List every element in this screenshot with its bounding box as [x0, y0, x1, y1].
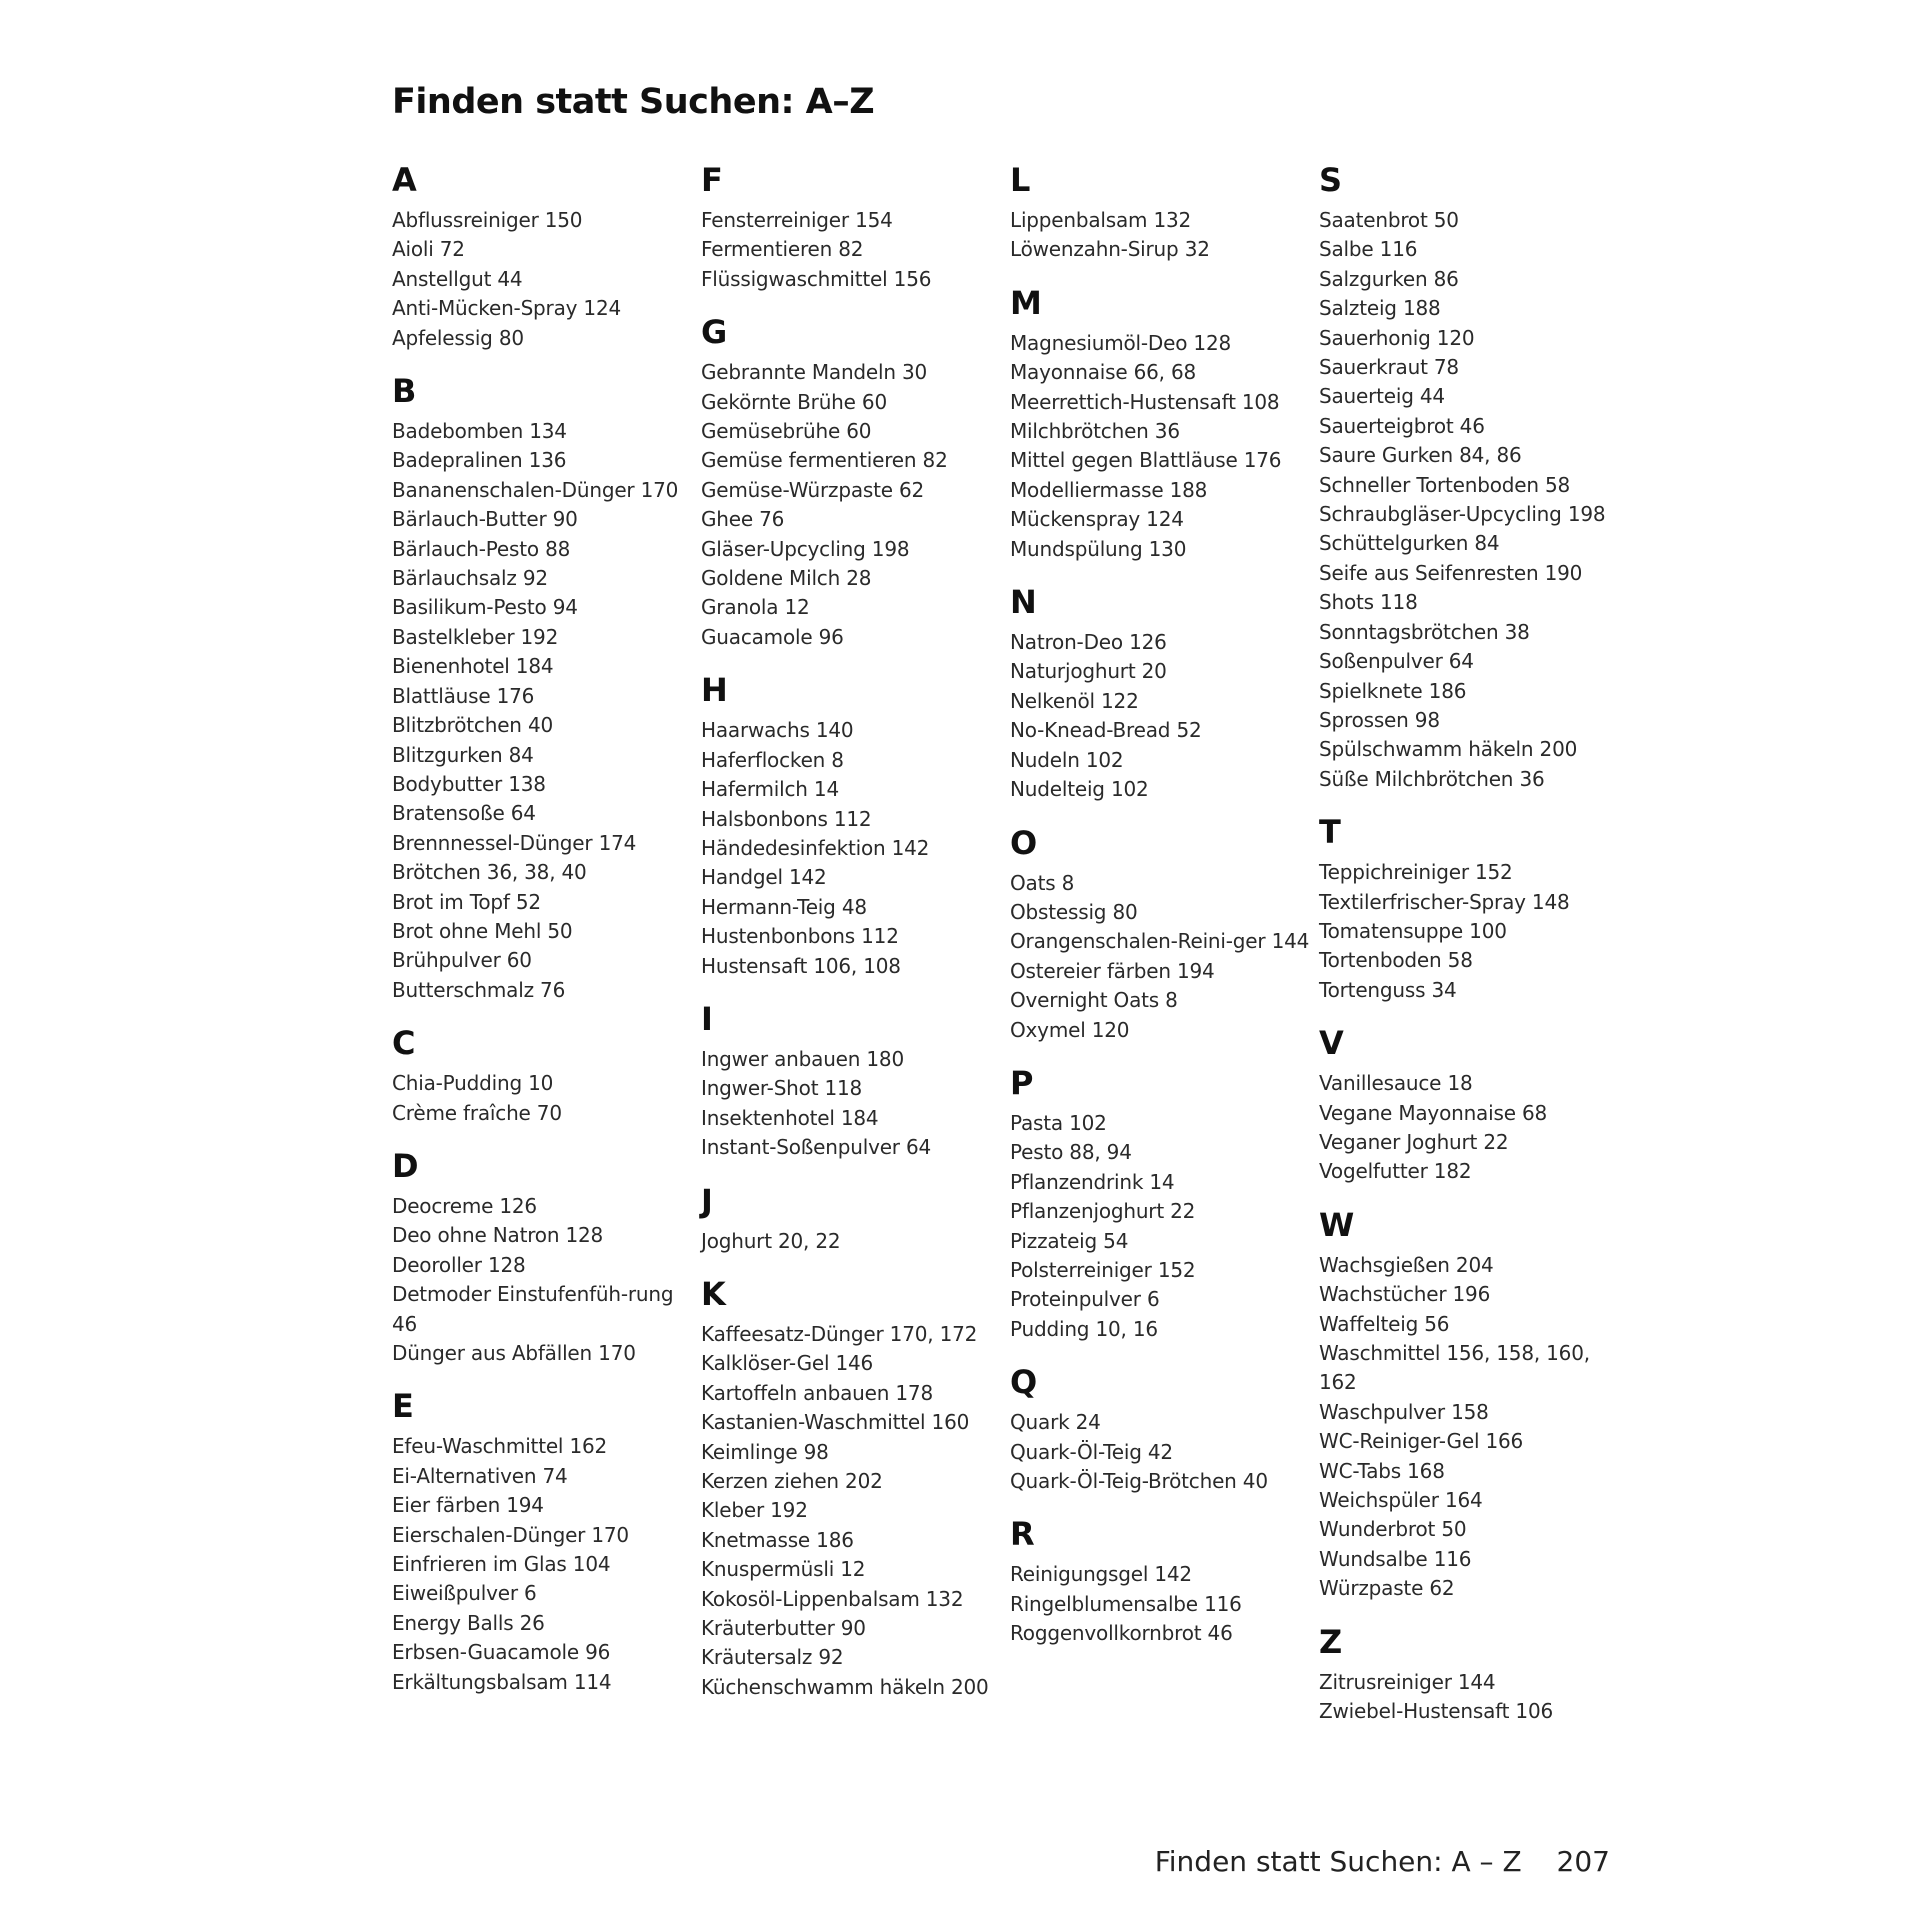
index-section-t — [1319, 812, 1619, 1005]
index-entry: Apfelessig 80 — [392, 325, 524, 350]
index-entry: Pasta 102 — [1010, 1110, 1107, 1135]
index-entry: Ei-Alternativen 74 — [392, 1463, 568, 1488]
section-letter: P — [1010, 1063, 1034, 1102]
index-entry: Pizzateig 54 — [1010, 1228, 1129, 1253]
index-entry: Halsbonbons 112 — [701, 806, 872, 831]
index-column — [392, 160, 692, 1715]
page-title: Finden statt Suchen: A–Z — [392, 82, 875, 122]
index-entry: Brennnessel-Dünger 174 — [392, 830, 637, 855]
index-entry: Eiweißpulver 6 — [392, 1581, 537, 1606]
entry-list — [1010, 1408, 1310, 1496]
index-entry: Seife aus Seifenresten 190 — [1319, 560, 1583, 585]
index-section-v — [1319, 1023, 1619, 1187]
index-entry: Spülschwamm häkeln 200 — [1319, 737, 1578, 762]
index-entry: Brot ohne Mehl 50 — [392, 918, 573, 943]
index-entry: Goldene Milch 28 — [701, 566, 872, 591]
section-letter: F — [701, 161, 723, 199]
index-entry: Löwenzahn-Sirup 32 — [1010, 237, 1210, 262]
index-entry: Zwiebel-Hustensaft 106 — [1319, 1699, 1553, 1724]
index-entry: Meerrettich-Hustensaft 108 — [1010, 389, 1280, 414]
index-entry: Sonntagsbrötchen 38 — [1319, 619, 1530, 644]
index-section-a — [392, 160, 692, 353]
index-entry: Vanillesauce 18 — [1319, 1071, 1473, 1096]
index-entry: Waffelteig 56 — [1319, 1311, 1450, 1336]
index-entry: Saure Gurken 84, 86 — [1319, 443, 1522, 468]
index-section-s — [1319, 160, 1619, 794]
index-entry: Chia-Pudding 10 — [392, 1071, 554, 1096]
index-entry: Bodybutter 138 — [392, 771, 546, 796]
index-section-p — [1010, 1063, 1310, 1344]
index-entry: Kastanien-Waschmittel 160 — [701, 1410, 970, 1435]
index-entry: No-Knead-Bread 52 — [1010, 718, 1202, 743]
entry-list — [1010, 329, 1310, 564]
index-entry: Pesto 88, 94 — [1010, 1140, 1132, 1165]
index-entry: Händedesinfektion 142 — [701, 835, 930, 860]
index-entry: Anstellgut 44 — [392, 266, 523, 291]
index-entry: Oxymel 120 — [1010, 1017, 1130, 1042]
section-letter: Q — [1010, 1363, 1038, 1402]
index-entry: Blattläuse 176 — [392, 683, 535, 708]
index-entry: Bärlauch-Butter 90 — [392, 507, 578, 532]
index-column — [1319, 160, 1619, 1744]
index-section-r — [1010, 1514, 1310, 1648]
index-entry: Knetmasse 186 — [701, 1527, 854, 1552]
entry-list — [1010, 1560, 1310, 1648]
index-entry: Waschpulver 158 — [1319, 1399, 1489, 1424]
index-section-n — [1010, 582, 1310, 804]
index-entry: Blitzgurken 84 — [392, 742, 534, 767]
section-letter: B — [392, 372, 417, 411]
section-letter: W — [1319, 1205, 1355, 1244]
index-column — [701, 160, 1001, 1720]
index-entry: Quark 24 — [1010, 1410, 1101, 1435]
index-entry: Würzpaste 62 — [1319, 1576, 1455, 1601]
index-entry: Quark-Öl-Teig-Brötchen 40 — [1010, 1469, 1268, 1493]
index-entry: Detmoder Einstufenfüh-rung 46 — [392, 1282, 674, 1336]
index-entry: Naturjoghurt 20 — [1010, 659, 1167, 684]
index-entry: Fermentieren 82 — [701, 237, 864, 262]
index-entry: Gemüse fermentieren 82 — [701, 448, 948, 473]
index-entry: Tortenboden 58 — [1319, 948, 1473, 973]
index-entry: Hustensaft 106, 108 — [701, 953, 901, 978]
index-entry: Nelkenöl 122 — [1010, 688, 1139, 713]
index-section-h — [701, 670, 1001, 981]
index-entry: Gemüsebrühe 60 — [701, 419, 872, 444]
section-letter: I — [701, 999, 713, 1038]
index-section-d — [392, 1146, 692, 1368]
index-entry: Schüttelgurken 84 — [1319, 531, 1500, 556]
index-entry: Sauerteigbrot 46 — [1319, 413, 1485, 438]
index-section-o — [1010, 823, 1310, 1045]
index-section-w — [1319, 1205, 1619, 1604]
section-letter: S — [1319, 161, 1343, 199]
index-entry: Vogelfutter 182 — [1319, 1159, 1472, 1184]
entry-list — [701, 206, 1001, 294]
index-entry: Erbsen-Guacamole 96 — [392, 1640, 611, 1665]
page-footer — [1155, 1844, 1610, 1880]
index-entry: Haferflocken 8 — [701, 747, 844, 772]
index-entry: Sauerkraut 78 — [1319, 355, 1459, 380]
index-entry: Granola 12 — [701, 595, 810, 620]
index-entry: Crème fraîche 70 — [392, 1100, 562, 1125]
index-entry: Wachstücher 196 — [1319, 1282, 1491, 1307]
entry-list — [701, 1045, 1001, 1163]
index-entry: Roggenvollkornbrot 46 — [1010, 1621, 1233, 1646]
section-letter: T — [1319, 813, 1341, 852]
index-entry: WC-Tabs 168 — [1319, 1458, 1445, 1483]
section-letter: H — [701, 671, 728, 710]
entry-list — [392, 1192, 692, 1368]
index-entry: Badebomben 134 — [392, 419, 567, 444]
entry-list — [392, 417, 692, 1005]
entry-list — [701, 1320, 1001, 1702]
index-entry: Abflussreiniger 150 — [392, 208, 583, 232]
index-entry: Modelliermasse 188 — [1010, 477, 1208, 502]
index-entry: Brötchen 36, 38, 40 — [392, 860, 587, 885]
index-entry: Haarwachs 140 — [701, 718, 854, 743]
index-entry: Magnesiumöl-Deo 128 — [1010, 330, 1232, 355]
index-entry: Anti-Mücken-Spray 124 — [392, 296, 622, 321]
index-entry: Bärlauchsalz 92 — [392, 566, 548, 591]
entry-list — [1010, 869, 1310, 1045]
index-entry: Süße Milchbrötchen 36 — [1319, 766, 1545, 791]
index-entry: Basilikum-Pesto 94 — [392, 595, 578, 620]
index-entry: Salbe 116 — [1319, 237, 1418, 262]
section-letter: N — [1010, 583, 1037, 622]
index-entry: Lippenbalsam 132 — [1010, 208, 1192, 232]
index-entry: Handgel 142 — [701, 865, 827, 890]
index-entry: Wundsalbe 116 — [1319, 1546, 1472, 1571]
index-entry: Waschmittel 156, 158, 160, 162 — [1319, 1341, 1590, 1395]
index-entry: Eierschalen-Dünger 170 — [392, 1522, 629, 1547]
index-entry: Bananenschalen-Dünger 170 — [392, 477, 679, 502]
index-entry: Butterschmalz 76 — [392, 977, 566, 1002]
index-entry: Hafermilch 14 — [701, 777, 839, 802]
index-section-l — [1010, 160, 1310, 265]
index-entry: Blitzbrötchen 40 — [392, 713, 553, 738]
index-entry: Dünger aus Abfällen 170 — [392, 1341, 636, 1365]
index-entry: Energy Balls 26 — [392, 1610, 545, 1635]
index-entry: Gemüse-Würzpaste 62 — [701, 477, 925, 502]
index-entry: Joghurt 20, 22 — [701, 1228, 841, 1253]
index-section-b — [392, 371, 692, 1005]
index-entry: Keimlinge 98 — [701, 1439, 829, 1464]
index-entry: Ghee 76 — [701, 507, 785, 532]
section-letter: J — [701, 1181, 713, 1220]
section-letter: Z — [1319, 1622, 1343, 1661]
index-entry: Vegane Mayonnaise 68 — [1319, 1100, 1548, 1125]
index-entry: Pflanzenjoghurt 22 — [1010, 1199, 1196, 1224]
index-entry: Kerzen ziehen 202 — [701, 1469, 883, 1493]
entry-list — [392, 206, 692, 353]
section-letter: D — [392, 1146, 419, 1185]
index-entry: Einfrieren im Glas 104 — [392, 1552, 611, 1577]
index-entry: Soßenpulver 64 — [1319, 649, 1474, 674]
index-entry: Polsterreiniger 152 — [1010, 1257, 1196, 1282]
index-entry: Natron-Deo 126 — [1010, 630, 1167, 655]
index-entry: Deo ohne Natron 128 — [392, 1223, 604, 1248]
index-entry: Pudding 10, 16 — [1010, 1316, 1158, 1341]
index-entry: Efeu-Waschmittel 162 — [392, 1434, 608, 1459]
entry-list — [1319, 1668, 1619, 1727]
index-entry: Obstessig 80 — [1010, 899, 1138, 924]
index-entry: Zitrusreiniger 144 — [1319, 1669, 1496, 1694]
index-entry: Kleber 192 — [701, 1498, 808, 1523]
index-entry: Aioli 72 — [392, 237, 465, 262]
index-entry: Kräuterbutter 90 — [701, 1616, 866, 1641]
index-section-e — [392, 1386, 692, 1697]
index-entry: Brühpulver 60 — [392, 948, 532, 973]
index-section-j — [701, 1181, 1001, 1256]
index-entry: Hustenbonbons 112 — [701, 924, 899, 949]
index-entry: Schneller Tortenboden 58 — [1319, 472, 1571, 497]
index-entry: Badepralinen 136 — [392, 448, 567, 473]
index-entry: Hermann-Teig 48 — [701, 894, 867, 919]
index-entry: Schraubgläser-Upcycling 198 — [1319, 502, 1606, 527]
index-entry: Weichspüler 164 — [1319, 1488, 1483, 1513]
index-entry: Deoroller 128 — [392, 1252, 526, 1277]
index-entry: Kräutersalz 92 — [701, 1645, 844, 1670]
index-entry: Ingwer anbauen 180 — [701, 1046, 904, 1071]
index-entry: Quark-Öl-Teig 42 — [1010, 1439, 1173, 1464]
index-entry: Tortenguss 34 — [1319, 977, 1457, 1002]
index-section-c — [392, 1023, 692, 1128]
entry-list — [1010, 628, 1310, 804]
index-entry: Veganer Joghurt 22 — [1319, 1129, 1509, 1154]
index-section-z — [1319, 1622, 1619, 1727]
index-entry: Bärlauch-Pesto 88 — [392, 536, 571, 561]
index-entry: Salzgurken 86 — [1319, 266, 1459, 291]
index-entry: Sprossen 98 — [1319, 707, 1440, 732]
index-section-f — [701, 160, 1001, 294]
index-section-g — [701, 312, 1001, 652]
index-entry: Tomatensuppe 100 — [1319, 918, 1507, 943]
index-section-q — [1010, 1362, 1310, 1496]
entry-list — [1319, 1069, 1619, 1187]
index-entry: Bratensoße 64 — [392, 801, 536, 826]
index-entry: Nudeln 102 — [1010, 747, 1124, 772]
section-letter: L — [1010, 161, 1031, 199]
index-entry: Mundspülung 130 — [1010, 536, 1187, 561]
index-entry: Spielknete 186 — [1319, 678, 1467, 703]
entry-list — [1319, 858, 1619, 1005]
index-entry: Kaffeesatz-Dünger 170, 172 — [701, 1321, 978, 1346]
index-entry: Sauerteig 44 — [1319, 384, 1445, 409]
entry-list — [1010, 1109, 1310, 1344]
section-letter: G — [701, 313, 728, 352]
section-letter: K — [701, 1274, 726, 1313]
index-entry: Ingwer-Shot 118 — [701, 1076, 863, 1101]
section-letter: M — [1010, 283, 1042, 322]
index-entry: Flüssigwaschmittel 156 — [701, 266, 932, 291]
index-entry: Orangenschalen-Reini-ger 144 — [1010, 929, 1310, 954]
index-entry: Milchbrötchen 36 — [1010, 419, 1180, 444]
entry-list — [701, 358, 1001, 652]
index-entry: Wachsgießen 204 — [1319, 1252, 1494, 1277]
index-entry: Gekörnte Brühe 60 — [701, 389, 887, 414]
index-entry: Reinigungsgel 142 — [1010, 1562, 1192, 1587]
index-entry: Overnight Oats 8 — [1010, 988, 1178, 1013]
entry-list — [701, 716, 1001, 981]
index-entry: Küchenschwamm häkeln 200 — [701, 1674, 989, 1699]
index-section-k — [701, 1274, 1001, 1702]
index-entry: Saatenbrot 50 — [1319, 208, 1459, 232]
index-entry: Erkältungsbalsam 114 — [392, 1669, 612, 1694]
index-entry: Knuspermüsli 12 — [701, 1557, 866, 1582]
index-entry: Sauerhonig 120 — [1319, 325, 1475, 350]
index-entry: Gebrannte Mandeln 30 — [701, 360, 928, 385]
section-letter: R — [1010, 1515, 1035, 1554]
entry-list — [1319, 206, 1619, 794]
index-entry: Kartoffeln anbauen 178 — [701, 1380, 933, 1405]
index-entry: Deocreme 126 — [392, 1193, 537, 1218]
index-entry: Salzteig 188 — [1319, 296, 1441, 321]
index-entry: Kalklöser-Gel 146 — [701, 1351, 874, 1376]
index-entry: Nudelteig 102 — [1010, 777, 1149, 802]
index-entry: Wunderbrot 50 — [1319, 1517, 1467, 1542]
footer-title: Finden statt Suchen: A – Z — [1154, 1845, 1522, 1878]
index-columns — [392, 160, 1632, 1800]
index-section-i — [701, 999, 1001, 1163]
entry-list — [392, 1432, 692, 1697]
entry-list — [701, 1227, 1001, 1256]
section-letter: C — [392, 1024, 416, 1063]
index-entry: Gläser-Upcycling 198 — [701, 536, 910, 561]
section-letter: V — [1319, 1024, 1344, 1063]
section-letter: E — [392, 1387, 414, 1426]
entry-list — [1319, 1251, 1619, 1604]
index-entry: Ringelblumensalbe 116 — [1010, 1591, 1242, 1616]
index-entry: Bastelkleber 192 — [392, 624, 559, 649]
index-entry: Proteinpulver 6 — [1010, 1287, 1160, 1312]
index-entry: Eier färben 194 — [392, 1493, 544, 1518]
index-entry: Mittel gegen Blattläuse 176 — [1010, 448, 1282, 473]
index-entry: Guacamole 96 — [701, 624, 844, 649]
index-entry: Fensterreiniger 154 — [701, 208, 893, 232]
index-entry: Teppichreiniger 152 — [1319, 860, 1513, 885]
section-letter: A — [392, 161, 417, 199]
index-column — [1010, 160, 1310, 1667]
page-number: 207 — [1556, 1845, 1610, 1878]
index-entry: Mayonnaise 66, 68 — [1010, 360, 1197, 385]
index-entry: Textilerfrischer-Spray 148 — [1319, 889, 1570, 914]
entry-list — [1010, 206, 1310, 265]
section-letter: O — [1010, 823, 1038, 862]
index-entry: Kokosöl-Lippenbalsam 132 — [701, 1586, 964, 1611]
index-entry: WC-Reiniger-Gel 166 — [1319, 1429, 1524, 1454]
index-entry: Brot im Topf 52 — [392, 889, 541, 914]
index-entry: Oats 8 — [1010, 870, 1075, 895]
index-entry: Pflanzendrink 14 — [1010, 1169, 1175, 1194]
index-entry: Mückenspray 124 — [1010, 507, 1184, 532]
index-entry: Insektenhotel 184 — [701, 1105, 879, 1130]
index-entry: Shots 118 — [1319, 590, 1418, 615]
index-section-m — [1010, 283, 1310, 564]
index-entry: Instant-Soßenpulver 64 — [701, 1135, 932, 1160]
index-entry: Ostereier färben 194 — [1010, 958, 1215, 983]
index-entry: Bienenhotel 184 — [392, 654, 554, 679]
entry-list — [392, 1069, 692, 1128]
